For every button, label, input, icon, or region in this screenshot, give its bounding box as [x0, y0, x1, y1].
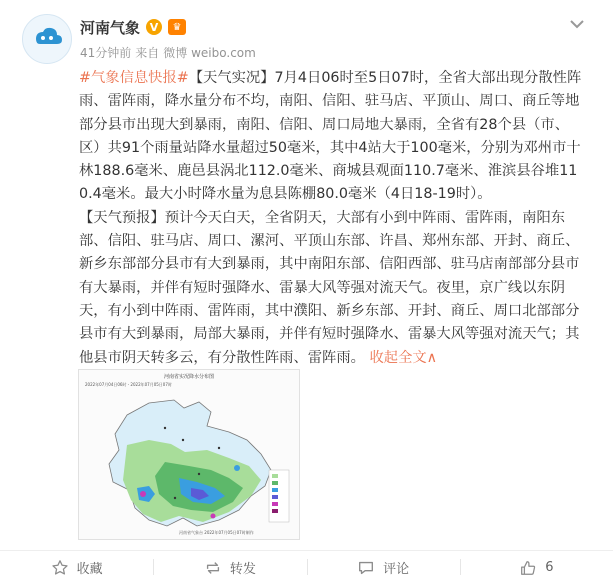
map-title: 河南省实况降水分布图 — [163, 374, 214, 380]
post-source: 微博 weibo.com — [163, 46, 256, 60]
author-avatar[interactable] — [22, 14, 72, 64]
hashtag-link[interactable]: #气象信息快报# — [79, 70, 189, 86]
author-name[interactable]: 河南气象 — [80, 18, 141, 37]
collapse-label: 收起全文 — [369, 349, 427, 366]
rainfall-map-image[interactable] — [78, 369, 300, 540]
repost-label: 转发 — [229, 562, 256, 577]
repost-icon — [204, 559, 222, 577]
author-row — [80, 15, 186, 39]
weather-observation-text: 【天气实况】7月4日06时至5日07时，全省大部出现分散性阵雨、雷阵雨，降水量分布不均，南阳、信阳、驻马店、平顶山、周口、商丘等地部分县市出现大到暴雨，南阳、信阳、周口局地大暴雨，全省有28个县（市、区）共91个雨量站降水量超过50毫米，其中4站大于100毫米，分别为邓州市十林188.6毫米、鹿邑县涡北112.0毫米、商城县观面110.7毫米、淮滨县谷堆110.4毫米。最大小时降水量为息县陈棚80.0毫米（4日18-19时）。 — [79, 70, 582, 203]
member-badge-icon: ♛ — [168, 19, 186, 35]
repost-button[interactable] — [153, 551, 306, 584]
action-bar — [0, 550, 613, 584]
post-meta — [80, 44, 256, 61]
favorite-button[interactable] — [0, 551, 153, 584]
like-count: 6 — [545, 560, 554, 575]
post-text — [79, 67, 584, 370]
comment-button[interactable] — [307, 551, 460, 584]
collapse-arrow-icon: ∧ — [426, 349, 438, 366]
comment-label: 评论 — [383, 562, 410, 577]
favorite-label: 收藏 — [76, 562, 103, 577]
source-prefix: 来自 — [135, 46, 160, 60]
post-time[interactable]: 41分钟前 — [80, 46, 132, 60]
map-subtitle: 2022年07月04日06时 - 2022年07月05日07时 — [85, 382, 172, 387]
thumbs-up-icon — [519, 559, 537, 577]
like-button[interactable] — [460, 551, 613, 584]
weather-forecast-text: 【天气预报】预计今天白天，全省阴天，大部有小到中阵雨、雷阵雨，南阳东部、信阳、驻马店、周口、漯河、平顶山东部、许昌、郑州东部、开封、商丘、新乡东部部分县市有大到暴雨，其中南阳东部、信阳西部、驻马店南部部分县市有大暴雨，并伴有短时强降水、雷暴大风等强对流天气。夜里，京广线以东阴天，有小到中阵雨、雷阵雨，其中濮阳、新乡东部、开封、商丘、周口北部部分县市有大到暴雨，局部大暴雨，并伴有短时强降水、雷暴大风等强对流天气；其他县市阴天转多云，有分散性阵雨、雷阵雨。 — [79, 209, 580, 366]
chevron-down-icon[interactable] — [567, 14, 587, 34]
map-footer: 河南省气象台 2022年07月05日07时制作 — [179, 530, 254, 535]
comment-icon — [357, 559, 375, 577]
rainfall-map-graphic — [79, 370, 299, 539]
collapse-link[interactable] — [369, 350, 437, 366]
star-icon — [51, 559, 69, 577]
verified-badge-icon: V — [146, 19, 162, 35]
cloud-logo-icon — [23, 15, 71, 63]
